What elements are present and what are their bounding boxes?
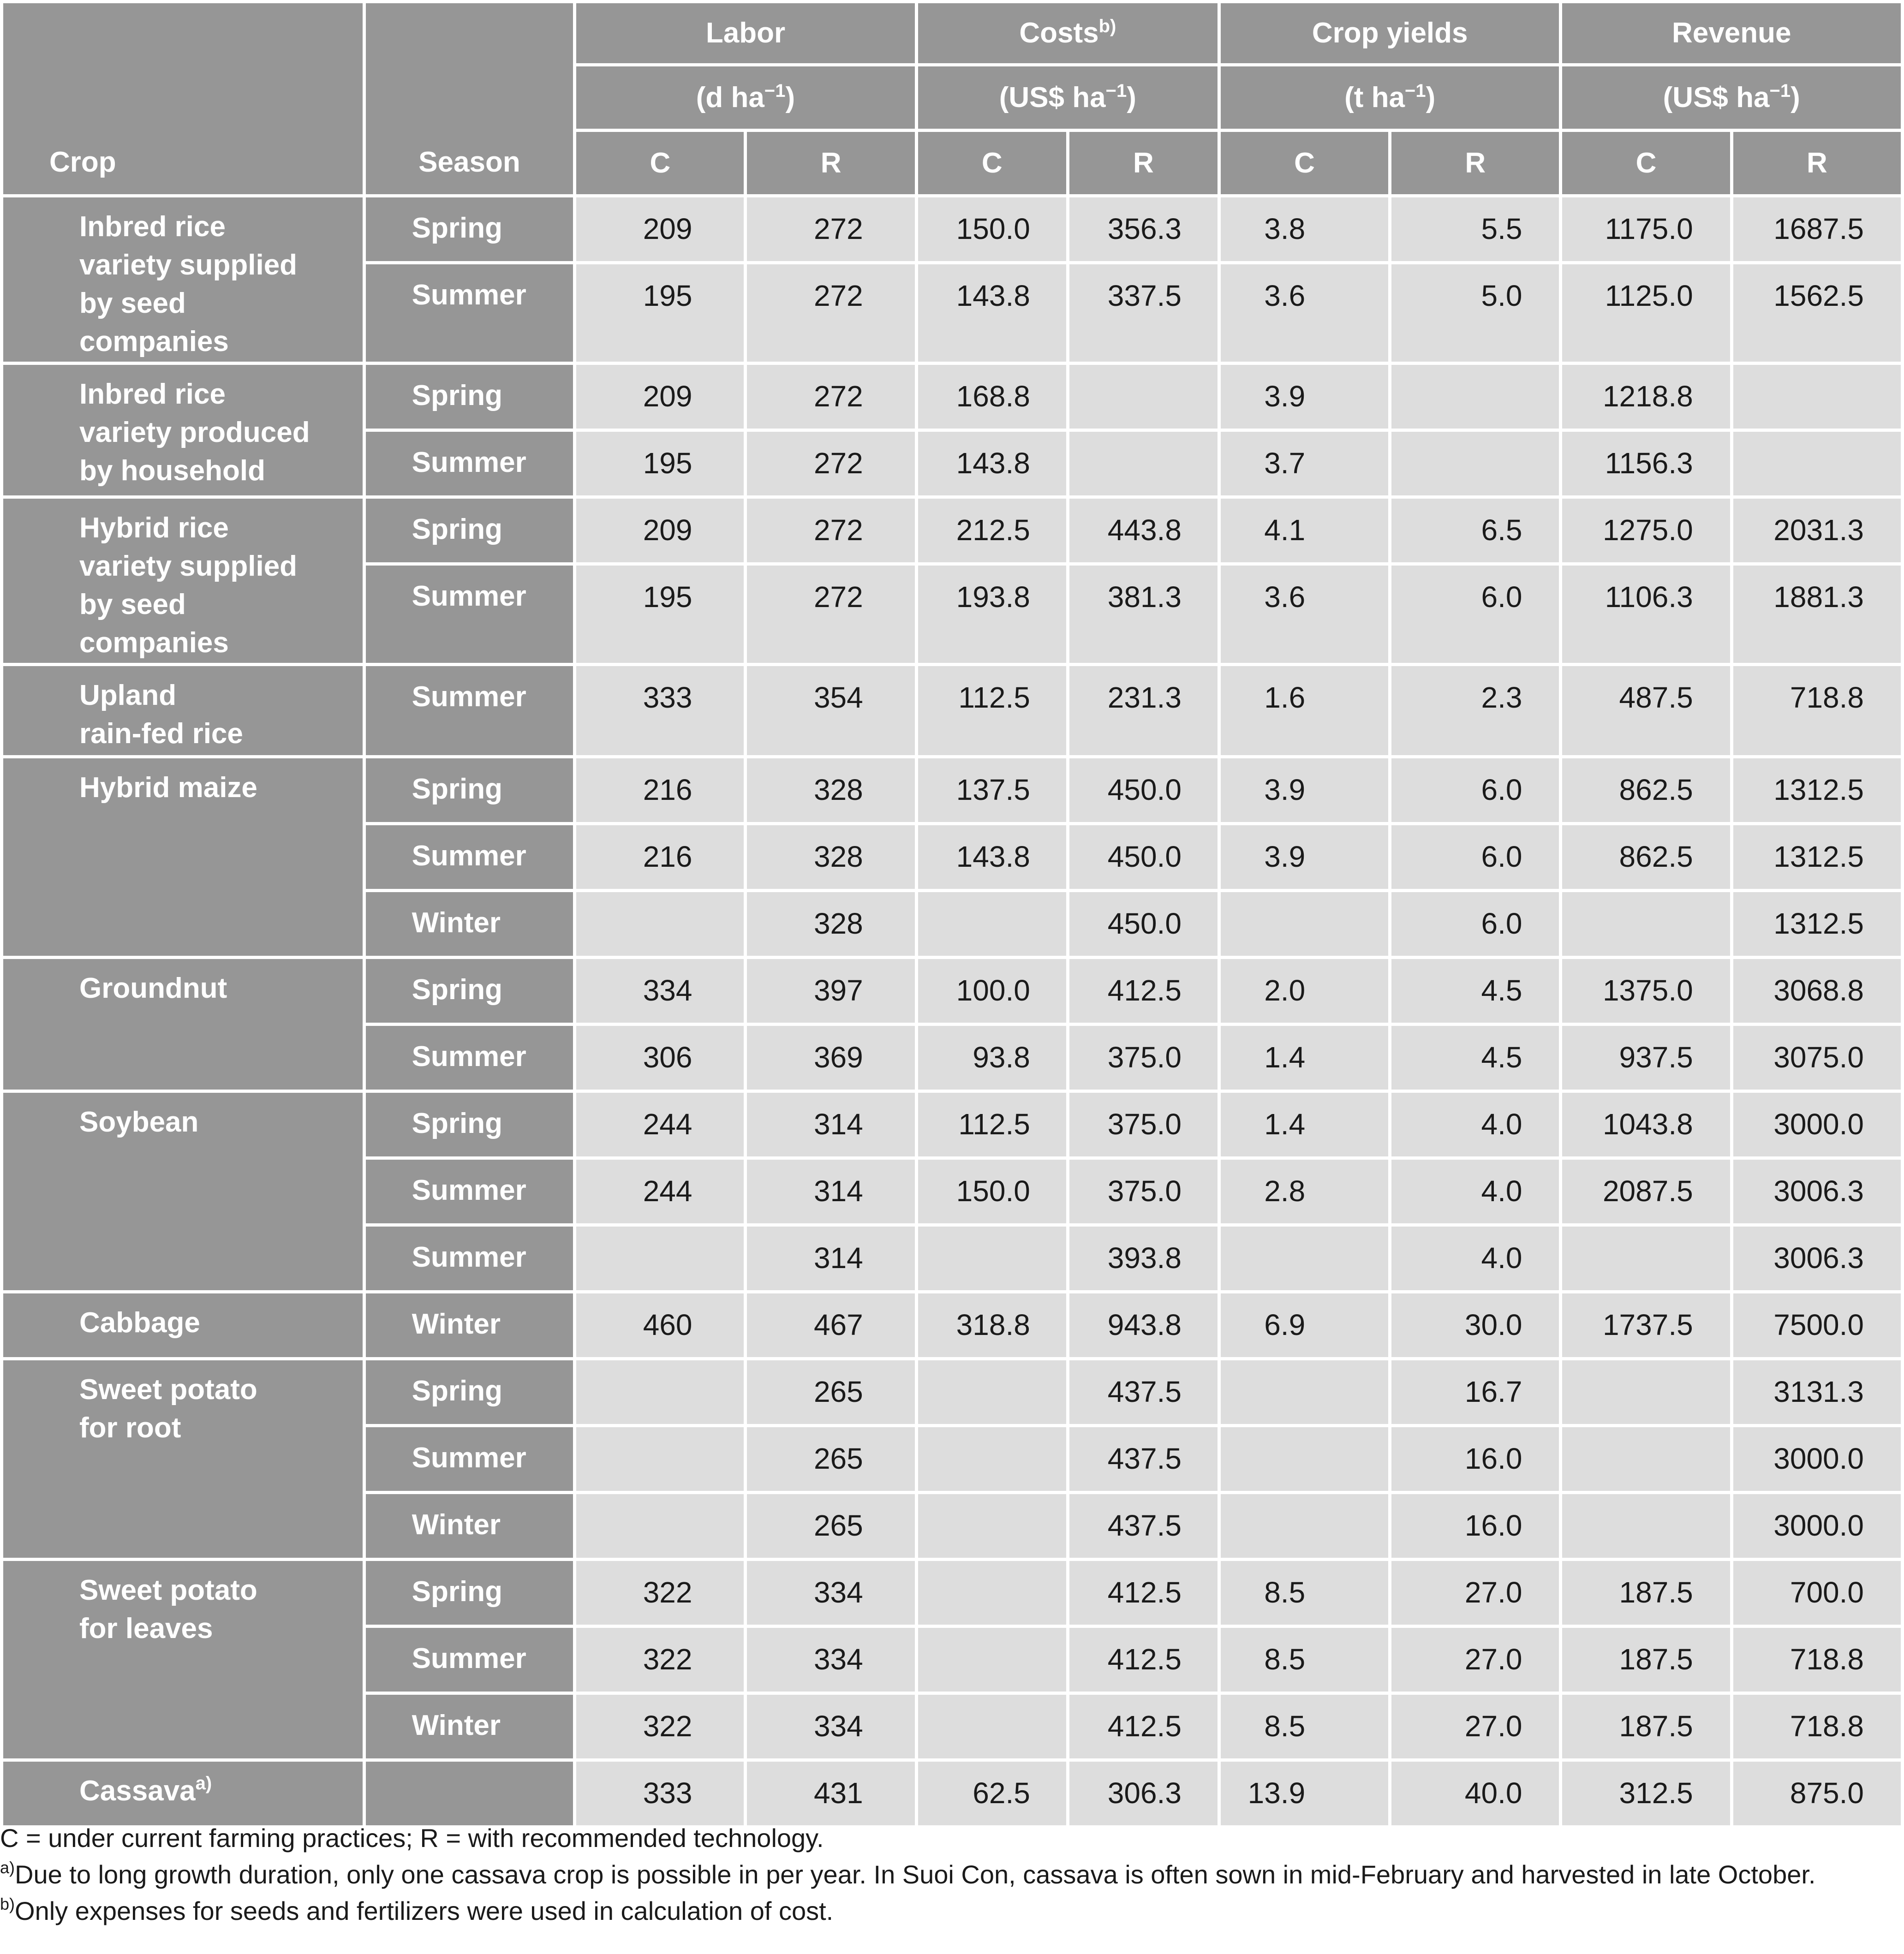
crop-name-line: variety supplied (79, 249, 298, 281)
labor-r-cell: 272 (747, 365, 914, 429)
crop-name-cell (3, 758, 363, 956)
season-cell: Summer (366, 1160, 573, 1223)
footnote-a-text: Due to long growth duration, only one cassava crop is possible in per year. In Suoi Con, cassava is often sown in mid-February and harvested in late October. (15, 1860, 1816, 1889)
yield-r-cell: 16.0 (1391, 1494, 1559, 1558)
labor-c-cell: 195 (576, 432, 744, 495)
costs-c-cell: 168.8 (918, 365, 1066, 429)
yield-r-cell: 40.0 (1391, 1762, 1559, 1825)
revenue-r-cell: 7500.0 (1733, 1293, 1901, 1357)
labor-r-cell: 314 (747, 1160, 914, 1223)
revenue-r-cell: 3006.3 (1733, 1227, 1901, 1290)
labor-r-cell: 334 (747, 1628, 914, 1692)
revenue-group-header (1562, 3, 1901, 63)
costs-group-header (918, 3, 1218, 63)
yield-r-cell: 6.0 (1391, 892, 1559, 956)
crop-name-cell (3, 666, 363, 755)
revenue-r-cell: 718.8 (1733, 666, 1901, 755)
costs-c-cell: 112.5 (918, 1093, 1066, 1156)
costs-unit (918, 66, 1218, 129)
costs-r-cell: 450.0 (1069, 758, 1218, 822)
yield-r-cell: 6.0 (1391, 758, 1559, 822)
labor-c-cell: 322 (576, 1628, 744, 1692)
season-cell: Summer (366, 1628, 573, 1692)
yield-r-cell: 27.0 (1391, 1695, 1559, 1758)
yields-group-header (1221, 3, 1559, 63)
revenue-r-cell: 875.0 (1733, 1762, 1901, 1825)
costs-unit-text: (US$ ha (999, 81, 1106, 113)
labor-group-header (576, 3, 915, 63)
labor-unit-text: (d ha (696, 81, 764, 113)
revenue-c-cell: 187.5 (1562, 1561, 1730, 1625)
costs-c-cell: 112.5 (918, 666, 1066, 755)
yield-c-cell: 1.4 (1221, 1026, 1388, 1090)
crop-name-cell (3, 1360, 363, 1558)
labor-unit-exponent: −1 (764, 80, 786, 101)
costs-r-cell: 437.5 (1069, 1427, 1218, 1491)
season-cell: Summer (366, 666, 573, 755)
costs-c-cell (918, 1561, 1066, 1625)
yield-c-cell (1221, 1494, 1388, 1558)
labor-c-cell: 306 (576, 1026, 744, 1090)
yield-c-cell: 8.5 (1221, 1695, 1388, 1758)
labor-c-cell: 209 (576, 197, 744, 261)
costs-c-cell (918, 1227, 1066, 1290)
costs-c-cell (918, 1695, 1066, 1758)
costs-r-cell (1069, 432, 1218, 495)
labor-c-cell: 334 (576, 959, 744, 1023)
yield-c-cell: 13.9 (1221, 1762, 1388, 1825)
revenue-c-cell: 1156.3 (1562, 432, 1730, 495)
revenue-r-cell: 1312.5 (1733, 758, 1901, 822)
crop-name-line: by household (79, 455, 265, 487)
revenue-r-cell: 3006.3 (1733, 1160, 1901, 1223)
yield-r-cell: 6.0 (1391, 825, 1559, 889)
costs-c-cell: 143.8 (918, 264, 1066, 362)
season-header-label: Season (418, 146, 520, 178)
season-cell: Summer (366, 432, 573, 495)
costs-r-cell: 437.5 (1069, 1494, 1218, 1558)
yield-r-cell: 4.0 (1391, 1227, 1559, 1290)
legend-note: C = under current farming practices; R = with recommended technology. (0, 1823, 824, 1853)
yield-c-cell: 8.5 (1221, 1628, 1388, 1692)
season-cell: Winter (366, 892, 573, 956)
revenue-r-header: R (1733, 132, 1901, 194)
labor-r-cell: 467 (747, 1293, 914, 1357)
costs-r-cell: 437.5 (1069, 1360, 1218, 1424)
labor-r-cell: 328 (747, 892, 914, 956)
footnote-b-text: Only expenses for seeds and fertilizers were used in calculation of cost. (15, 1896, 834, 1925)
crop-name-cell (3, 1561, 363, 1758)
crop-name-line: by seed (79, 287, 186, 319)
labor-group-name: Labor (705, 17, 786, 49)
crop-header-label: Crop (49, 146, 116, 178)
table-row (3, 197, 1901, 261)
yields-c-header: C (1221, 132, 1388, 194)
labor-r-cell: 265 (747, 1360, 914, 1424)
yield-c-cell: 3.9 (1221, 825, 1388, 889)
season-cell: Summer (366, 1227, 573, 1290)
revenue-r-cell: 1562.5 (1733, 264, 1901, 362)
crop-name-line: for root (79, 1412, 181, 1444)
season-cell: Spring (366, 1093, 573, 1156)
yield-r-cell: 5.0 (1391, 264, 1559, 362)
revenue-r-cell: 3000.0 (1733, 1494, 1901, 1558)
labor-unit (576, 66, 915, 129)
costs-r-cell: 412.5 (1069, 1561, 1218, 1625)
yield-r-cell: 5.5 (1391, 197, 1559, 261)
yield-c-cell: 3.6 (1221, 566, 1388, 663)
table-row (3, 1360, 1901, 1424)
labor-r-cell: 272 (747, 197, 914, 261)
yield-c-cell (1221, 1427, 1388, 1491)
costs-c-cell (918, 1360, 1066, 1424)
labor-c-cell: 216 (576, 825, 744, 889)
labor-r-cell: 397 (747, 959, 914, 1023)
season-cell: Summer (366, 825, 573, 889)
yield-r-cell: 6.5 (1391, 499, 1559, 562)
crop-name-line: for leaves (79, 1613, 213, 1644)
labor-r-header: R (747, 132, 914, 194)
revenue-r-cell: 3000.0 (1733, 1427, 1901, 1491)
labor-unit-close: ) (785, 81, 795, 113)
labor-r-cell: 272 (747, 264, 914, 362)
labor-c-cell (576, 1427, 744, 1491)
yields-unit (1221, 66, 1559, 129)
costs-r-cell: 412.5 (1069, 1695, 1218, 1758)
labor-c-cell: 244 (576, 1160, 744, 1223)
labor-r-cell: 265 (747, 1494, 914, 1558)
revenue-c-cell (1562, 1227, 1730, 1290)
revenue-c-cell: 937.5 (1562, 1026, 1730, 1090)
labor-c-cell: 209 (576, 499, 744, 562)
costs-r-cell: 231.3 (1069, 666, 1218, 755)
yield-c-cell: 2.8 (1221, 1160, 1388, 1223)
labor-r-cell: 334 (747, 1695, 914, 1758)
crop-name-line: variety produced (79, 417, 310, 448)
season-cell: Spring (366, 959, 573, 1023)
crop-name-line: Sweet potato (79, 1574, 257, 1606)
yields-unit-close: ) (1426, 81, 1436, 113)
yield-c-cell: 3.7 (1221, 432, 1388, 495)
labor-c-cell: 195 (576, 566, 744, 663)
table-row (3, 1561, 1901, 1625)
costs-c-cell: 193.8 (918, 566, 1066, 663)
revenue-c-header: C (1562, 132, 1730, 194)
yield-r-cell (1391, 365, 1559, 429)
costs-r-cell: 450.0 (1069, 892, 1218, 956)
yield-c-cell (1221, 892, 1388, 956)
season-cell: Summer (366, 566, 573, 663)
table-row (3, 666, 1901, 755)
revenue-r-cell (1733, 432, 1901, 495)
labor-c-cell: 209 (576, 365, 744, 429)
costs-r-cell: 381.3 (1069, 566, 1218, 663)
yield-r-cell: 30.0 (1391, 1293, 1559, 1357)
revenue-unit-close: ) (1791, 81, 1800, 113)
labor-c-cell: 333 (576, 1762, 744, 1825)
table-row (3, 499, 1901, 562)
revenue-r-cell (1733, 365, 1901, 429)
revenue-c-cell: 862.5 (1562, 758, 1730, 822)
costs-c-cell (918, 1494, 1066, 1558)
season-cell: Winter (366, 1695, 573, 1758)
table-body (3, 197, 1901, 1825)
costs-c-cell: 318.8 (918, 1293, 1066, 1357)
costs-r-cell: 943.8 (1069, 1293, 1218, 1357)
labor-c-cell: 244 (576, 1093, 744, 1156)
revenue-c-cell (1562, 892, 1730, 956)
costs-c-cell: 150.0 (918, 1160, 1066, 1223)
crop-name-line: Sweet potato (79, 1374, 257, 1406)
crop-name-line: Upland (79, 679, 177, 711)
revenue-c-cell: 1375.0 (1562, 959, 1730, 1023)
crop-name-line: Inbred rice (79, 211, 226, 243)
costs-c-cell: 212.5 (918, 499, 1066, 562)
crop-name-line: Cabbage (79, 1307, 200, 1339)
yields-unit-exponent: −1 (1404, 80, 1426, 101)
table-row (3, 1762, 1901, 1825)
footnote-a (0, 1856, 1904, 1893)
crop-name-line: Inbred rice (79, 378, 226, 410)
yield-c-cell: 6.9 (1221, 1293, 1388, 1357)
yield-c-cell: 2.0 (1221, 959, 1388, 1023)
yield-c-cell: 1.4 (1221, 1093, 1388, 1156)
revenue-c-cell: 1043.8 (1562, 1093, 1730, 1156)
crop-name-line: variety supplied (79, 550, 298, 582)
revenue-unit (1562, 66, 1901, 129)
revenue-unit-text: (US$ ha (1663, 81, 1770, 113)
season-cell: Spring (366, 365, 573, 429)
costs-r-cell: 393.8 (1069, 1227, 1218, 1290)
costs-c-cell: 137.5 (918, 758, 1066, 822)
labor-r-cell: 354 (747, 666, 914, 755)
revenue-c-cell: 862.5 (1562, 825, 1730, 889)
revenue-c-cell (1562, 1360, 1730, 1424)
table-header (3, 3, 1901, 194)
footnote-b (0, 1893, 1904, 1929)
table-row (3, 959, 1901, 1023)
labor-c-cell: 460 (576, 1293, 744, 1357)
labor-c-cell (576, 1494, 744, 1558)
costs-c-cell (918, 1427, 1066, 1491)
yield-c-cell: 3.8 (1221, 197, 1388, 261)
season-cell: Spring (366, 1561, 573, 1625)
yield-c-cell: 3.6 (1221, 264, 1388, 362)
costs-c-cell (918, 892, 1066, 956)
season-cell: Spring (366, 758, 573, 822)
season-cell: Summer (366, 1026, 573, 1090)
costs-unit-close: ) (1127, 81, 1136, 113)
yield-r-cell: 16.7 (1391, 1360, 1559, 1424)
revenue-c-cell: 187.5 (1562, 1695, 1730, 1758)
revenue-r-cell: 1312.5 (1733, 825, 1901, 889)
costs-r-cell: 306.3 (1069, 1762, 1218, 1825)
crop-name-line: Hybrid rice (79, 512, 229, 544)
revenue-r-cell: 700.0 (1733, 1561, 1901, 1625)
costs-r-cell: 375.0 (1069, 1093, 1218, 1156)
yield-r-cell: 16.0 (1391, 1427, 1559, 1491)
season-cell: Summer (366, 1427, 573, 1491)
revenue-r-cell: 1312.5 (1733, 892, 1901, 956)
crop-name-cell (3, 959, 363, 1090)
labor-c-cell: 333 (576, 666, 744, 755)
labor-c-cell: 322 (576, 1561, 744, 1625)
crop-name-cell (3, 1293, 363, 1357)
season-cell (366, 1762, 573, 1825)
season-cell: Summer (366, 264, 573, 362)
labor-r-cell: 431 (747, 1762, 914, 1825)
yield-r-cell: 2.3 (1391, 666, 1559, 755)
labor-c-cell: 216 (576, 758, 744, 822)
yield-r-cell: 27.0 (1391, 1561, 1559, 1625)
revenue-c-cell (1562, 1494, 1730, 1558)
labor-r-cell: 272 (747, 566, 914, 663)
crop-column-header (3, 3, 363, 194)
crop-name-line: Hybrid maize (79, 772, 257, 804)
costs-r-cell: 375.0 (1069, 1026, 1218, 1090)
season-cell: Spring (366, 499, 573, 562)
revenue-c-cell: 1737.5 (1562, 1293, 1730, 1357)
revenue-c-cell: 312.5 (1562, 1762, 1730, 1825)
season-cell: Spring (366, 1360, 573, 1424)
labor-c-cell (576, 1227, 744, 1290)
crop-name-cell (3, 1093, 363, 1290)
costs-r-cell: 412.5 (1069, 959, 1218, 1023)
costs-footnote-mark: b) (1098, 16, 1116, 36)
revenue-r-cell: 3000.0 (1733, 1093, 1901, 1156)
yield-r-cell: 4.5 (1391, 959, 1559, 1023)
revenue-r-cell: 718.8 (1733, 1695, 1901, 1758)
costs-r-cell (1069, 365, 1218, 429)
costs-r-header: R (1069, 132, 1218, 194)
crop-name-line: Soybean (79, 1106, 199, 1138)
crop-name-line: companies (79, 326, 229, 357)
season-cell: Winter (366, 1293, 573, 1357)
costs-r-cell: 450.0 (1069, 825, 1218, 889)
labor-r-cell: 314 (747, 1093, 914, 1156)
costs-c-cell: 143.8 (918, 825, 1066, 889)
costs-c-cell: 150.0 (918, 197, 1066, 261)
yield-r-cell: 4.0 (1391, 1160, 1559, 1223)
revenue-r-cell: 3131.3 (1733, 1360, 1901, 1424)
yield-r-cell: 6.0 (1391, 566, 1559, 663)
season-cell: Spring (366, 197, 573, 261)
revenue-group-name: Revenue (1671, 17, 1791, 49)
table-row (3, 1293, 1901, 1357)
labor-r-cell: 272 (747, 432, 914, 495)
labor-r-cell: 369 (747, 1026, 914, 1090)
revenue-c-cell: 187.5 (1562, 1628, 1730, 1692)
revenue-c-cell: 1106.3 (1562, 566, 1730, 663)
crop-name-cell (3, 197, 363, 362)
yields-unit-text: (t ha (1344, 81, 1405, 113)
table-footnotes (0, 1820, 1904, 1929)
revenue-c-cell: 1218.8 (1562, 365, 1730, 429)
revenue-r-cell: 1687.5 (1733, 197, 1901, 261)
costs-r-cell: 375.0 (1069, 1160, 1218, 1223)
revenue-unit-exponent: −1 (1769, 80, 1791, 101)
season-column-header (366, 3, 573, 194)
costs-c-cell: 100.0 (918, 959, 1066, 1023)
labor-r-cell: 328 (747, 758, 914, 822)
costs-c-cell (918, 1628, 1066, 1692)
revenue-c-cell: 1175.0 (1562, 197, 1730, 261)
yield-c-cell: 3.9 (1221, 365, 1388, 429)
yield-r-cell: 27.0 (1391, 1628, 1559, 1692)
crop-name-line: rain-fed rice (79, 718, 243, 750)
revenue-r-cell: 1881.3 (1733, 566, 1901, 663)
yields-r-header: R (1391, 132, 1559, 194)
labor-r-cell: 314 (747, 1227, 914, 1290)
revenue-r-cell: 3068.8 (1733, 959, 1901, 1023)
table-row (3, 758, 1901, 822)
footnote-a-mark: a) (0, 1858, 15, 1877)
crop-name-cell (3, 499, 363, 663)
labor-c-cell (576, 892, 744, 956)
yield-c-cell: 8.5 (1221, 1561, 1388, 1625)
revenue-r-cell: 718.8 (1733, 1628, 1901, 1692)
footnote-b-mark: b) (0, 1894, 15, 1913)
yield-c-cell (1221, 1227, 1388, 1290)
yield-c-cell: 1.6 (1221, 666, 1388, 755)
costs-r-cell: 412.5 (1069, 1628, 1218, 1692)
table-row (3, 1093, 1901, 1156)
costs-c-cell: 62.5 (918, 1762, 1066, 1825)
costs-unit-exponent: −1 (1105, 80, 1127, 101)
costs-r-cell: 337.5 (1069, 264, 1218, 362)
labor-r-cell: 272 (747, 499, 914, 562)
crop-name-cell (3, 365, 363, 495)
labor-r-cell: 334 (747, 1561, 914, 1625)
crop-name-cell (3, 1762, 363, 1825)
revenue-r-cell: 2031.3 (1733, 499, 1901, 562)
yield-r-cell (1391, 432, 1559, 495)
revenue-c-cell: 1125.0 (1562, 264, 1730, 362)
yield-r-cell: 4.0 (1391, 1093, 1559, 1156)
labor-r-cell: 265 (747, 1427, 914, 1491)
crop-name-line: companies (79, 627, 229, 659)
revenue-c-cell: 487.5 (1562, 666, 1730, 755)
costs-r-cell: 356.3 (1069, 197, 1218, 261)
crop-name-line: by seed (79, 589, 186, 620)
costs-c-cell: 93.8 (918, 1026, 1066, 1090)
costs-group-name: Costs (1019, 17, 1099, 49)
season-cell: Winter (366, 1494, 573, 1558)
revenue-r-cell: 3075.0 (1733, 1026, 1901, 1090)
table-row (3, 365, 1901, 429)
labor-r-cell: 328 (747, 825, 914, 889)
revenue-c-cell: 1275.0 (1562, 499, 1730, 562)
revenue-c-cell: 2087.5 (1562, 1160, 1730, 1223)
yields-group-name: Crop yields (1312, 17, 1468, 49)
yield-c-cell: 4.1 (1221, 499, 1388, 562)
yield-c-cell (1221, 1360, 1388, 1424)
yield-c-cell: 3.9 (1221, 758, 1388, 822)
costs-c-header: C (918, 132, 1066, 194)
crop-name-line: Groundnut (79, 972, 227, 1004)
crop-footnote-mark: a) (195, 1773, 212, 1793)
costs-r-cell: 443.8 (1069, 499, 1218, 562)
labor-c-cell: 195 (576, 264, 744, 362)
labor-c-cell: 322 (576, 1695, 744, 1758)
costs-c-cell: 143.8 (918, 432, 1066, 495)
revenue-c-cell (1562, 1427, 1730, 1491)
labor-c-header: C (576, 132, 744, 194)
yield-r-cell: 4.5 (1391, 1026, 1559, 1090)
crop-name-line: Cassava (79, 1775, 196, 1807)
labor-c-cell (576, 1360, 744, 1424)
